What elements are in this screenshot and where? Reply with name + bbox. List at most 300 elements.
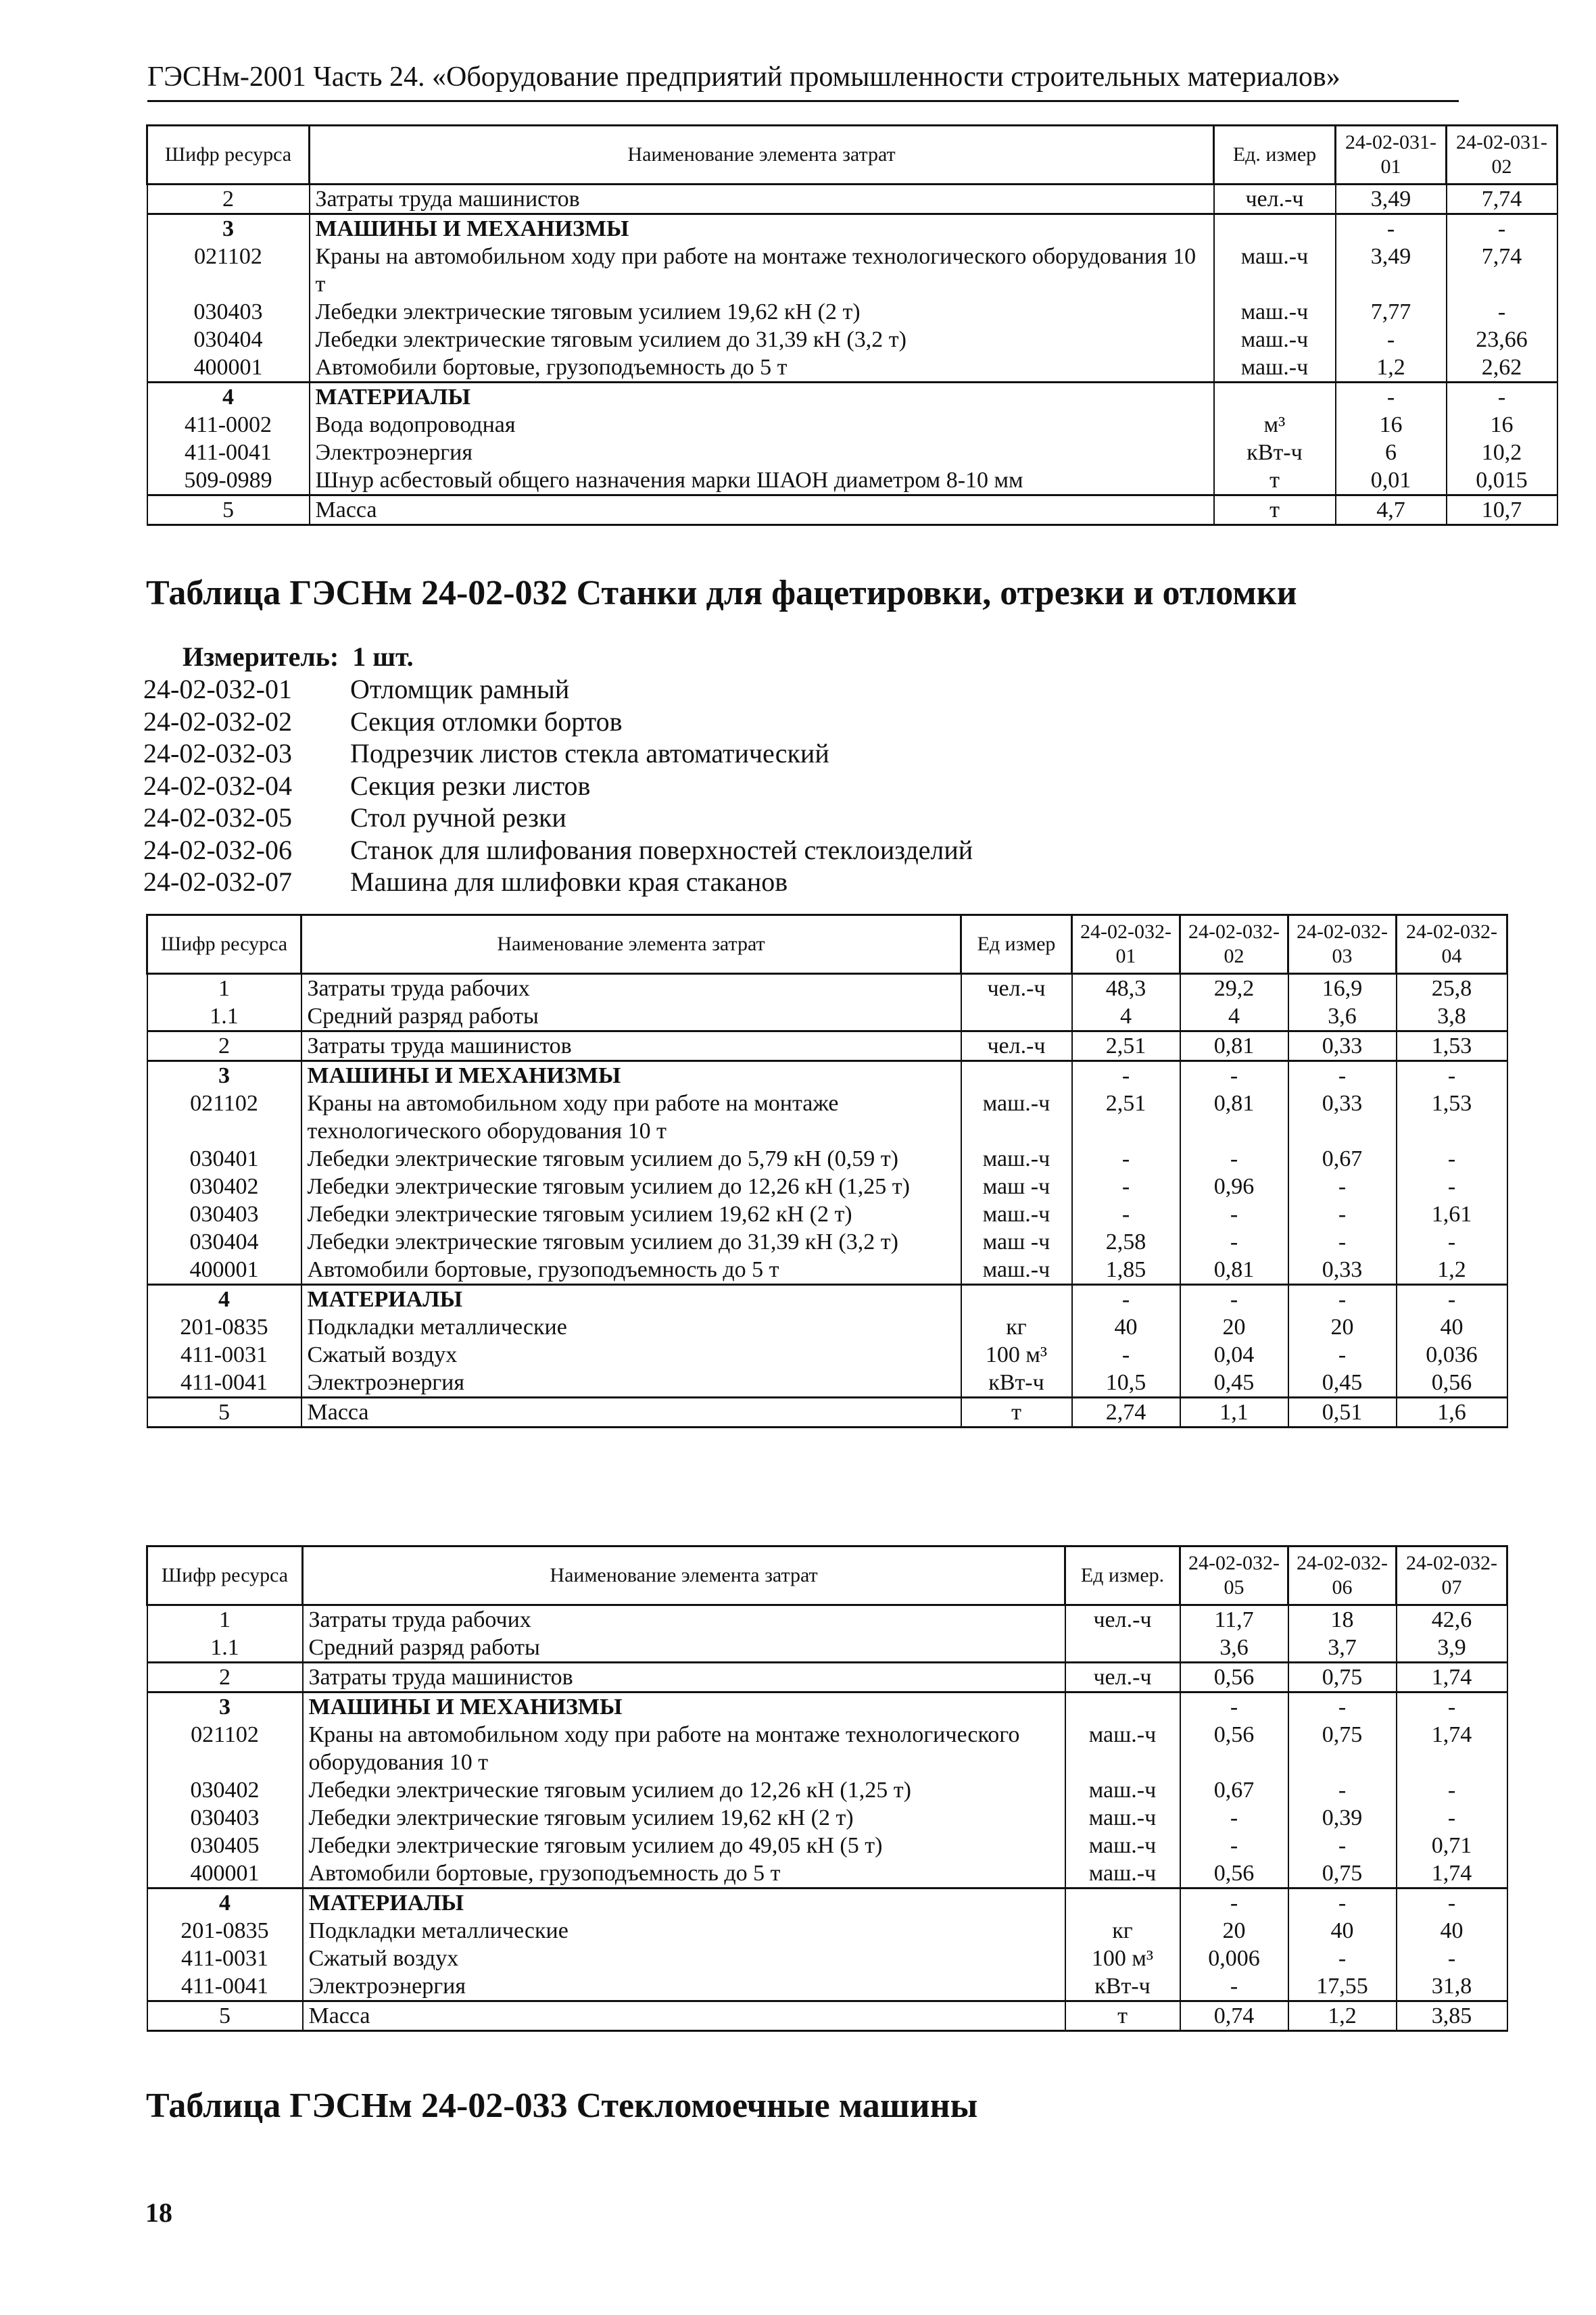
norm-value: -	[1336, 326, 1447, 354]
norm-value: 0,39	[1288, 1804, 1397, 1832]
table-row	[147, 326, 1557, 354]
resource-code: 2	[147, 1031, 301, 1061]
norm-value: 2,74	[1072, 1398, 1180, 1428]
meter-line	[183, 641, 414, 673]
unit-cell: чел.-ч	[961, 974, 1072, 1003]
norm-value: -	[1336, 383, 1447, 412]
resource-name: Автомобили бортовые, грузоподъемность до 5 т	[310, 354, 1214, 383]
table-row	[147, 1804, 1507, 1832]
section-row	[147, 1692, 1507, 1722]
norm-value: 0,56	[1180, 1721, 1288, 1776]
unit-cell: маш.-ч	[1065, 1804, 1180, 1832]
norm-value: 31,8	[1397, 1972, 1507, 2001]
norm-value: 2,51	[1072, 1090, 1180, 1145]
col-code-header: Шифр ресурса	[147, 1546, 303, 1605]
resource-name: Средний разряд работы	[301, 1002, 961, 1031]
resource-name: Сжатый воздух	[301, 1341, 961, 1369]
norm-value: -	[1397, 1776, 1507, 1804]
unit-cell: маш.-ч	[1214, 354, 1336, 383]
resource-code: 030404	[147, 1228, 301, 1256]
norm-value: 1,53	[1397, 1031, 1507, 1061]
norm-value: 0,51	[1288, 1398, 1397, 1428]
norm-value: -	[1397, 1061, 1507, 1090]
resource-code: 5	[147, 495, 310, 525]
norm-value: 1,74	[1397, 1721, 1507, 1776]
norm-value: 1,74	[1397, 1859, 1507, 1888]
table-title-033: Таблица ГЭСНм 24-02-033 Стекломоечные машины	[146, 2087, 978, 2125]
unit-cell	[1214, 383, 1336, 412]
table-row	[147, 1917, 1507, 1945]
resource-name: Затраты труда машинистов	[303, 1663, 1065, 1692]
resource-code: 3	[147, 1692, 303, 1722]
table-row	[147, 1721, 1507, 1776]
resource-name: МАТЕРИАЛЫ	[310, 383, 1214, 412]
section-row	[147, 1285, 1507, 1314]
norm-value: 0,81	[1180, 1090, 1288, 1145]
unit-cell: чел.-ч	[1065, 1605, 1180, 1634]
unit-cell: т	[961, 1398, 1072, 1428]
norm-value: 11,7	[1180, 1605, 1288, 1634]
norm-value: 2,58	[1072, 1228, 1180, 1256]
resource-code: 030402	[147, 1776, 303, 1804]
norm-value: 0,75	[1288, 1721, 1397, 1776]
unit-cell: т	[1214, 466, 1336, 495]
norm-value: -	[1288, 1173, 1397, 1200]
norm-value: 48,3	[1072, 974, 1180, 1003]
resource-code: 411-0002	[147, 411, 310, 439]
resource-table-032-b	[146, 1545, 1508, 2032]
norm-value: 1,53	[1397, 1090, 1507, 1145]
resource-code: 1	[147, 974, 301, 1003]
resource-name: Лебедки электрические тяговым усилием до 5,79 кН (0,59 т)	[301, 1145, 961, 1173]
norm-value: 1,2	[1288, 2001, 1397, 2031]
col-norm-header: 24-02-032-06	[1288, 1546, 1397, 1605]
norm-value: -	[1288, 1832, 1397, 1859]
unit-cell: 100 м³	[961, 1341, 1072, 1369]
table-row	[147, 1634, 1507, 1663]
resource-name: Затраты труда рабочих	[303, 1605, 1065, 1634]
resource-name: Краны на автомобильном ходу при работе на монтаже технологического оборудования 10 т	[310, 243, 1214, 298]
norm-value: 3,8	[1397, 1002, 1507, 1031]
norm-value: -	[1072, 1200, 1180, 1228]
page-number: 18	[145, 2197, 172, 2228]
resource-name: Подкладки металлические	[303, 1917, 1065, 1945]
norm-value: -	[1447, 214, 1557, 243]
meter-label: Измеритель:	[183, 641, 339, 672]
resource-name: Подкладки металлические	[301, 1313, 961, 1341]
section-row	[147, 383, 1557, 412]
resource-code: 400001	[147, 1859, 303, 1888]
norm-value: -	[1288, 1945, 1397, 1972]
resource-name: Лебедки электрические тяговым усилием до 49,05 кН (5 т)	[303, 1832, 1065, 1859]
norm-value: -	[1180, 1888, 1288, 1918]
col-norm-header: 24-02-032-01	[1072, 915, 1180, 974]
norm-value: 0,015	[1447, 466, 1557, 495]
table-row	[147, 1663, 1507, 1692]
norm-code-item: 24-02-032-06 Станок для шлифования поверхностей стеклоизделий	[143, 834, 973, 865]
norm-value: -	[1072, 1061, 1180, 1090]
resource-code: 2	[147, 185, 310, 214]
resource-name: Масса	[310, 495, 1214, 525]
norm-value: 0,56	[1180, 1663, 1288, 1692]
norm-value: -	[1288, 1200, 1397, 1228]
unit-cell: т	[1065, 2001, 1180, 2031]
table-row	[147, 1173, 1507, 1200]
table-row	[147, 1945, 1507, 1972]
resource-name: Лебедки электрические тяговым усилием 19,62 кН (2 т)	[301, 1200, 961, 1228]
col-norm-header: 24-02-032-07	[1397, 1546, 1507, 1605]
unit-cell	[1214, 214, 1336, 243]
norm-value: 4	[1180, 1002, 1288, 1031]
resource-name: МАТЕРИАЛЫ	[301, 1285, 961, 1314]
resource-name: Затраты труда рабочих	[301, 974, 961, 1003]
table-row	[147, 974, 1507, 1003]
resource-code: 400001	[147, 354, 310, 383]
unit-cell: маш.-ч	[961, 1256, 1072, 1285]
table-row	[147, 2001, 1507, 2031]
norm-value: -	[1397, 1888, 1507, 1918]
table-row	[147, 1605, 1507, 1634]
resource-name: Автомобили бортовые, грузоподъемность до 5 т	[301, 1256, 961, 1285]
resource-code: 201-0835	[147, 1917, 303, 1945]
col-code-header: Шифр ресурса	[147, 126, 310, 185]
norm-value: -	[1397, 1692, 1507, 1722]
unit-cell: маш.-ч	[961, 1090, 1072, 1145]
norm-value: 1,1	[1180, 1398, 1288, 1428]
norm-value: 0,01	[1336, 466, 1447, 495]
norm-value: 3,85	[1397, 2001, 1507, 2031]
norm-value: -	[1397, 1804, 1507, 1832]
unit-cell	[961, 1002, 1072, 1031]
table-row	[147, 298, 1557, 326]
section-row	[147, 1061, 1507, 1090]
table-row	[147, 1972, 1507, 2001]
norm-value: 40	[1397, 1313, 1507, 1341]
norm-value: 10,2	[1447, 439, 1557, 466]
table-row	[147, 1145, 1507, 1173]
resource-code: 021102	[147, 1721, 303, 1776]
norm-value: 25,8	[1397, 974, 1507, 1003]
resource-name: Лебедки электрические тяговым усилием до 12,26 кН (1,25 т)	[301, 1173, 961, 1200]
table-row	[147, 1256, 1507, 1285]
col-unit-header: Ед измер	[961, 915, 1072, 974]
resource-code: 5	[147, 1398, 301, 1428]
resource-name: Лебедки электрические тяговым усилием до 31,39 кН (3,2 т)	[310, 326, 1214, 354]
norm-value: 2,62	[1447, 354, 1557, 383]
resource-code: 3	[147, 214, 310, 243]
resource-code: 411-0041	[147, 1369, 301, 1398]
resource-name: Масса	[303, 2001, 1065, 2031]
table-row	[147, 1031, 1507, 1061]
table-row	[147, 185, 1557, 214]
page-header: ГЭСНм-2001 Часть 24. «Оборудование предприятий промышленности строительных материалов»	[147, 61, 1459, 102]
col-norm-header: 24-02-032-05	[1180, 1546, 1288, 1605]
norm-value: 3,6	[1180, 1634, 1288, 1663]
norm-value: 0,56	[1180, 1859, 1288, 1888]
resource-name: Шнур асбестовый общего назначения марки ШАОН диаметром 8-10 мм	[310, 466, 1214, 495]
norm-value: -	[1180, 1285, 1288, 1314]
norm-value: 0,71	[1397, 1832, 1507, 1859]
resource-code: 400001	[147, 1256, 301, 1285]
resource-code: 3	[147, 1061, 301, 1090]
norm-value: 0,56	[1397, 1369, 1507, 1398]
unit-cell: маш.-ч	[961, 1145, 1072, 1173]
norm-value: -	[1180, 1804, 1288, 1832]
resource-code: 411-0041	[147, 1972, 303, 2001]
norm-code-item: 24-02-032-01 Отломщик рамный	[143, 674, 570, 704]
norm-value: -	[1072, 1173, 1180, 1200]
unit-cell: маш.-ч	[1214, 298, 1336, 326]
norm-value: 3,7	[1288, 1634, 1397, 1663]
resource-name: Электроэнергия	[301, 1369, 961, 1398]
unit-cell	[1065, 1692, 1180, 1722]
norm-value: -	[1180, 1692, 1288, 1722]
norm-value: -	[1288, 1888, 1397, 1918]
norm-value: 1,61	[1397, 1200, 1507, 1228]
norm-value: -	[1397, 1173, 1507, 1200]
resource-code: 411-0031	[147, 1945, 303, 1972]
resource-name: Электроэнергия	[303, 1972, 1065, 2001]
table-row	[147, 1200, 1507, 1228]
norm-code-list	[143, 673, 973, 898]
resource-name: МАТЕРИАЛЫ	[303, 1888, 1065, 1918]
norm-value: 17,55	[1288, 1972, 1397, 2001]
norm-value: 0,75	[1288, 1859, 1397, 1888]
norm-code-item: 24-02-032-04 Секция резки листов	[143, 770, 591, 801]
resource-name: Средний разряд работы	[303, 1634, 1065, 1663]
col-norm-header: 24-02-031-02	[1447, 126, 1557, 185]
norm-value: -	[1397, 1228, 1507, 1256]
unit-cell: маш.-ч	[961, 1200, 1072, 1228]
norm-value: 0,33	[1288, 1031, 1397, 1061]
resource-code: 411-0041	[147, 439, 310, 466]
unit-cell: кВт-ч	[961, 1369, 1072, 1398]
resource-table-031	[146, 124, 1558, 526]
norm-value: 0,45	[1180, 1369, 1288, 1398]
resource-name: МАШИНЫ И МЕХАНИЗМЫ	[303, 1692, 1065, 1722]
resource-name: Лебедки электрические тяговым усилием до 31,39 кН (3,2 т)	[301, 1228, 961, 1256]
resource-name: Автомобили бортовые, грузоподъемность до 5 т	[303, 1859, 1065, 1888]
norm-value: 0,04	[1180, 1341, 1288, 1369]
resource-code: 5	[147, 2001, 303, 2031]
unit-cell: чел.-ч	[1065, 1663, 1180, 1692]
norm-value: 6	[1336, 439, 1447, 466]
norm-value: 1,74	[1397, 1663, 1507, 1692]
norm-value: -	[1288, 1692, 1397, 1722]
col-norm-header: 24-02-032-04	[1397, 915, 1507, 974]
table-row	[147, 354, 1557, 383]
norm-value: -	[1180, 1832, 1288, 1859]
norm-value: 0,74	[1180, 2001, 1288, 2031]
norm-value: 23,66	[1447, 326, 1557, 354]
unit-cell	[1065, 1634, 1180, 1663]
norm-value: 0,67	[1288, 1145, 1397, 1173]
norm-value: -	[1288, 1228, 1397, 1256]
col-norm-header: 24-02-032-03	[1288, 915, 1397, 974]
unit-cell: маш -ч	[961, 1173, 1072, 1200]
norm-value: -	[1180, 1972, 1288, 2001]
unit-cell: 100 м³	[1065, 1945, 1180, 1972]
col-name-header: Наименование элемента затрат	[301, 915, 961, 974]
unit-cell: маш.-ч	[1065, 1859, 1180, 1888]
col-unit-header: Ед. измер	[1214, 126, 1336, 185]
resource-code: 030404	[147, 326, 310, 354]
norm-value: 1,6	[1397, 1398, 1507, 1428]
unit-cell: кг	[961, 1313, 1072, 1341]
norm-value: 7,77	[1336, 298, 1447, 326]
norm-code-item: 24-02-032-02 Секция отломки бортов	[143, 706, 623, 737]
resource-code: 030401	[147, 1145, 301, 1173]
norm-value: 7,74	[1447, 185, 1557, 214]
unit-cell: маш.-ч	[1214, 326, 1336, 354]
resource-code: 1.1	[147, 1634, 303, 1663]
resource-code: 201-0835	[147, 1313, 301, 1341]
norm-value: -	[1288, 1341, 1397, 1369]
table-row	[147, 1228, 1507, 1256]
resource-code: 2	[147, 1663, 303, 1692]
norm-value: 4,7	[1336, 495, 1447, 525]
norm-value: -	[1072, 1341, 1180, 1369]
unit-cell: чел.-ч	[961, 1031, 1072, 1061]
resource-code: 4	[147, 383, 310, 412]
resource-code: 030403	[147, 298, 310, 326]
norm-value: -	[1180, 1228, 1288, 1256]
norm-value: 42,6	[1397, 1605, 1507, 1634]
resource-table-032-a	[146, 914, 1508, 1428]
unit-cell: маш.-ч	[1214, 243, 1336, 298]
unit-cell: маш.-ч	[1065, 1832, 1180, 1859]
table-row	[147, 1776, 1507, 1804]
norm-value: -	[1180, 1200, 1288, 1228]
unit-cell: маш.-ч	[1065, 1776, 1180, 1804]
resource-name: МАШИНЫ И МЕХАНИЗМЫ	[310, 214, 1214, 243]
resource-code: 509-0989	[147, 466, 310, 495]
norm-value: 0,81	[1180, 1031, 1288, 1061]
norm-value: -	[1397, 1945, 1507, 1972]
norm-value: 0,81	[1180, 1256, 1288, 1285]
resource-name: Краны на автомобильном ходу при работе на монтаже технологического оборудования 10 т	[301, 1090, 961, 1145]
norm-value: -	[1397, 1145, 1507, 1173]
table-row	[147, 439, 1557, 466]
resource-name: Лебедки электрические тяговым усилием 19,62 кН (2 т)	[303, 1804, 1065, 1832]
norm-value: 16,9	[1288, 974, 1397, 1003]
col-name-header: Наименование элемента затрат	[310, 126, 1214, 185]
resource-code: 030403	[147, 1804, 303, 1832]
norm-value: 0,036	[1397, 1341, 1507, 1369]
unit-cell: маш -ч	[961, 1228, 1072, 1256]
unit-cell: кВт-ч	[1065, 1972, 1180, 2001]
unit-cell: т	[1214, 495, 1336, 525]
table-row	[147, 466, 1557, 495]
resource-name: Краны на автомобильном ходу при работе на монтаже технологического оборудования 10 т	[303, 1721, 1065, 1776]
norm-value: 20	[1180, 1313, 1288, 1341]
resource-name: Лебедки электрические тяговым усилием 19,62 кН (2 т)	[310, 298, 1214, 326]
norm-value: 0,33	[1288, 1090, 1397, 1145]
norm-value: -	[1072, 1145, 1180, 1173]
resource-name: Сжатый воздух	[303, 1945, 1065, 1972]
norm-value: 2,51	[1072, 1031, 1180, 1061]
norm-value: -	[1180, 1061, 1288, 1090]
table-row	[147, 411, 1557, 439]
norm-value: 20	[1288, 1313, 1397, 1341]
table-body	[147, 185, 1557, 525]
norm-value: -	[1072, 1285, 1180, 1314]
section-row	[147, 1888, 1507, 1918]
norm-value: -	[1447, 383, 1557, 412]
resource-code: 1.1	[147, 1002, 301, 1031]
resource-code: 1	[147, 1605, 303, 1634]
unit-cell: кВт-ч	[1214, 439, 1336, 466]
norm-value: 18	[1288, 1605, 1397, 1634]
resource-name: Вода водопроводная	[310, 411, 1214, 439]
norm-value: 3,49	[1336, 243, 1447, 298]
resource-code: 4	[147, 1285, 301, 1314]
norm-value: 40	[1072, 1313, 1180, 1341]
norm-code-item: 24-02-032-03 Подрезчик листов стекла автоматический	[143, 738, 829, 769]
norm-value: -	[1336, 214, 1447, 243]
col-norm-header: 24-02-032-02	[1180, 915, 1288, 974]
unit-cell: чел.-ч	[1214, 185, 1336, 214]
unit-cell: м³	[1214, 411, 1336, 439]
norm-value: 0,45	[1288, 1369, 1397, 1398]
norm-value: 0,67	[1180, 1776, 1288, 1804]
resource-name: МАШИНЫ И МЕХАНИЗМЫ	[301, 1061, 961, 1090]
unit-cell: кг	[1065, 1917, 1180, 1945]
col-norm-header: 24-02-031-01	[1336, 126, 1447, 185]
resource-code: 030405	[147, 1832, 303, 1859]
norm-value: 16	[1447, 411, 1557, 439]
table-row	[147, 1090, 1507, 1145]
table-row	[147, 1369, 1507, 1398]
norm-code-item: 24-02-032-05 Стол ручной резки	[143, 802, 566, 833]
table-row	[147, 1398, 1507, 1428]
table-row	[147, 1002, 1507, 1031]
table-row	[147, 1341, 1507, 1369]
norm-value: 10,5	[1072, 1369, 1180, 1398]
table-row	[147, 1313, 1507, 1341]
resource-name: Лебедки электрические тяговым усилием до 12,26 кН (1,25 т)	[303, 1776, 1065, 1804]
section-row	[147, 214, 1557, 243]
norm-value: 3,9	[1397, 1634, 1507, 1663]
norm-value: 7,74	[1447, 243, 1557, 298]
resource-name: Затраты труда машинистов	[301, 1031, 961, 1061]
unit-cell	[961, 1061, 1072, 1090]
norm-value: 20	[1180, 1917, 1288, 1945]
table-body	[147, 1605, 1507, 2031]
unit-cell	[1065, 1888, 1180, 1918]
norm-value: 3,49	[1336, 185, 1447, 214]
table-row	[147, 1832, 1507, 1859]
norm-value: -	[1180, 1145, 1288, 1173]
resource-code: 030402	[147, 1173, 301, 1200]
norm-value: -	[1447, 298, 1557, 326]
col-name-header: Наименование элемента затрат	[303, 1546, 1065, 1605]
norm-value: -	[1397, 1285, 1507, 1314]
table-row	[147, 243, 1557, 298]
table-row	[147, 1859, 1507, 1888]
resource-code: 411-0031	[147, 1341, 301, 1369]
resource-code: 030403	[147, 1200, 301, 1228]
resource-code: 4	[147, 1888, 303, 1918]
norm-value: 29,2	[1180, 974, 1288, 1003]
norm-code-item: 24-02-032-07 Машина для шлифовки края стаканов	[143, 867, 788, 897]
norm-value: 1,85	[1072, 1256, 1180, 1285]
resource-code: 021102	[147, 1090, 301, 1145]
norm-value: 40	[1288, 1917, 1397, 1945]
meter-value: 1 шт.	[352, 641, 414, 672]
norm-value: 1,2	[1397, 1256, 1507, 1285]
norm-value: 10,7	[1447, 495, 1557, 525]
